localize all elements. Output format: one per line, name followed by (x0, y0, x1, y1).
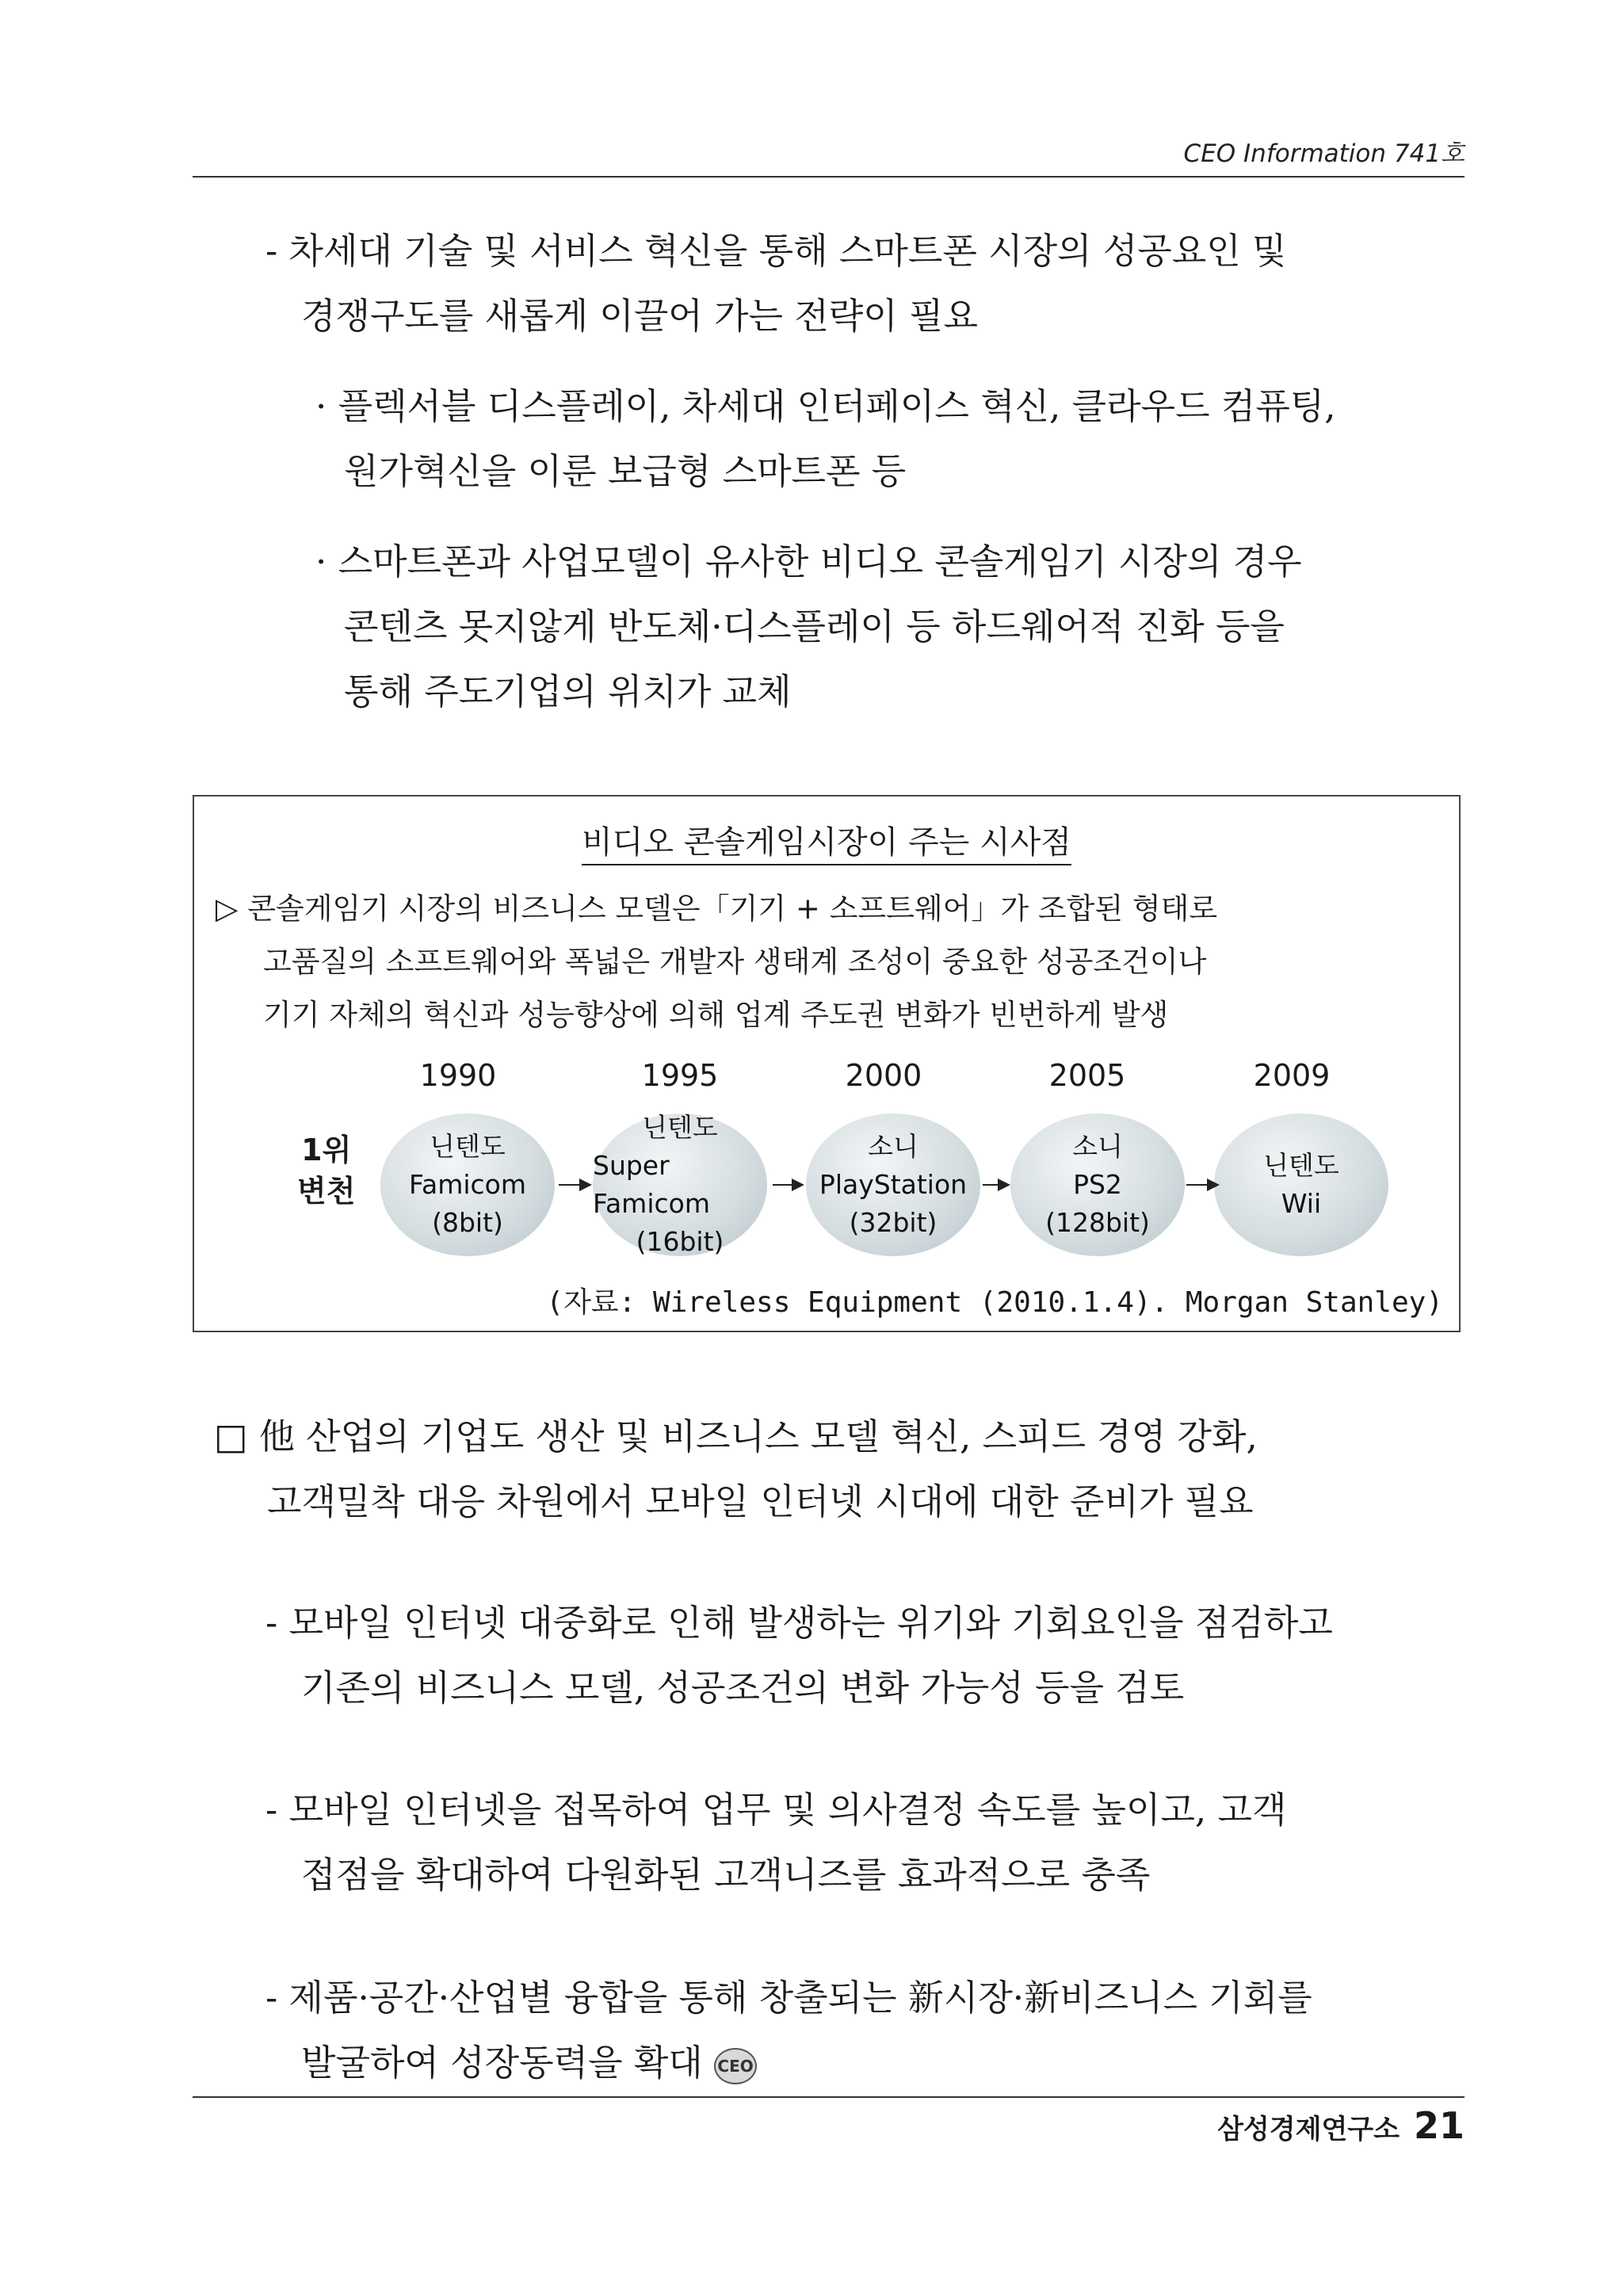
rank-change-label: 1위 변천 (297, 1133, 356, 1209)
line: - 제품·공간·산업별 융합을 통해 창출되는 新시장·新비즈니스 기회를 (265, 1977, 1312, 2019)
dash-item-convergence (265, 1966, 1312, 2095)
timeline-year: 2009 (1253, 1058, 1331, 1093)
line: 경쟁구도를 새롭게 이끌어 가는 전략이 필요 (301, 295, 978, 337)
timeline-year: 1990 (419, 1058, 497, 1093)
square-item-other-industries (214, 1404, 1258, 1534)
box-source: (자료: Wireless Equipment (2010.1.4). Morgan Stanley) (546, 1286, 1443, 1319)
timeline-year: 2000 (845, 1058, 922, 1093)
line: 원가혁신을 이룬 보급형 스마트폰 등 (344, 450, 907, 492)
line: 고객밀착 대응 차원에서 모바일 인터넷 시대에 대한 준비가 필요 (267, 1480, 1254, 1522)
box-text (216, 882, 1217, 1041)
dash-item-mobile-crisis (265, 1591, 1333, 1721)
dot-item-flexible (315, 374, 1336, 504)
line: · 스마트폰과 사업모델이 유사한 비디오 콘솔게임기 시장의 경우 (315, 541, 1302, 583)
line: - 차세대 기술 및 서비스 혁신을 통해 스마트폰 시장의 성공요인 및 (265, 230, 1287, 272)
timeline-year: 2005 (1048, 1058, 1126, 1093)
timeline-node-playstation: 소니 PlayStation (32bit) (806, 1114, 980, 1256)
header-rule (193, 176, 1465, 178)
footer-rule (193, 2096, 1465, 2098)
arrow-right-icon (773, 1177, 804, 1193)
line: 통해 주도기업의 위치가 교체 (344, 670, 792, 712)
console-market-box (193, 795, 1461, 1332)
line: 고품질의 소프트웨어와 폭넓은 개발자 생태계 조성이 중요한 성공조건이나 (263, 945, 1207, 979)
timeline-node-ps2: 소니 PS2 (128bit) (1010, 1114, 1185, 1256)
footer (1217, 2104, 1465, 2147)
line: ▷ 콘솔게임기 시장의 비즈니스 모델은「기기 + 소프트웨어」가 조합된 형태로 (216, 892, 1218, 926)
header-publication: CEO Information 741호 (1183, 139, 1465, 168)
dot-item-console (315, 529, 1302, 724)
line: 접점을 확대하여 다원화된 고객니즈를 효과적으로 충족 (301, 1854, 1151, 1896)
line: □ 他 산업의 기업도 생산 및 비즈니스 모델 혁신, 스피드 경영 강화, (214, 1415, 1258, 1457)
timeline-node-famicom: 닌텐도 Famicom (8bit) (380, 1114, 555, 1256)
dash-item-mobile-speed (265, 1778, 1286, 1908)
page-number: 21 (1413, 2104, 1465, 2147)
timeline-node-super-famicom: 닌텐도 Super Famicom (16bit) (593, 1114, 767, 1256)
timeline-node-wii: 닌텐도 Wii (1214, 1114, 1388, 1256)
line: 기기 자체의 혁신과 성능향상에 의해 업계 주도권 변화가 빈번하게 발생 (263, 998, 1169, 1032)
line: - 모바일 인터넷을 접목하여 업무 및 의사결정 속도를 높이고, 고객 (265, 1789, 1287, 1831)
box-title: 비디오 콘솔게임시장이 주는 시사점 (194, 817, 1459, 862)
line: 기존의 비즈니스 모델, 성공조건의 변화 가능성 등을 검토 (301, 1667, 1185, 1709)
line: 발굴하여 성장동력을 확대 CEO (265, 2030, 1312, 2095)
timeline-year: 1995 (641, 1058, 719, 1093)
arrow-right-icon (983, 1177, 1010, 1193)
arrow-right-icon (559, 1177, 592, 1193)
dash-item-next-gen (265, 219, 1286, 349)
footer-org: 삼성경제연구소 (1217, 2114, 1400, 2145)
line: · 플렉서블 디스플레이, 차세대 인터페이스 혁신, 클라우드 컴퓨팅, (315, 385, 1336, 427)
line: - 모바일 인터넷 대중화로 인해 발생하는 위기와 기회요인을 점검하고 (265, 1602, 1333, 1644)
ceo-end-mark-icon: CEO (714, 2048, 757, 2084)
arrow-right-icon (1186, 1177, 1220, 1193)
line: 콘텐츠 못지않게 반도체·디스플레이 등 하드웨어적 진화 등을 (344, 606, 1285, 648)
